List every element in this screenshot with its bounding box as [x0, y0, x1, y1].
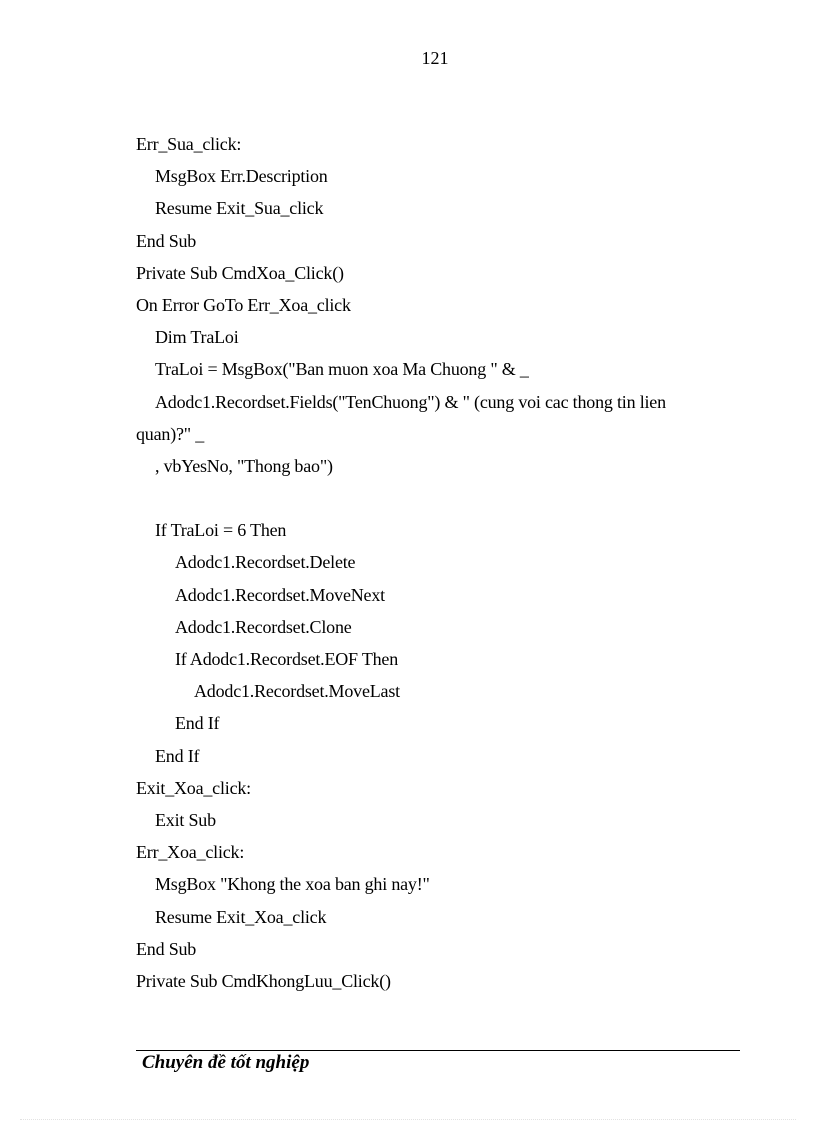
- code-line: [136, 482, 736, 514]
- code-line: Err_Sua_click:: [136, 134, 242, 154]
- code-line: End If: [175, 713, 220, 734]
- code-line: End If: [155, 745, 200, 766]
- code-line: Exit_Xoa_click:: [136, 777, 251, 798]
- code-line: , vbYesNo, "Thong bao"): [155, 455, 333, 476]
- code-line: quan)?" _: [136, 423, 205, 444]
- code-line: Private Sub CmdXoa_Click(): [136, 262, 344, 283]
- code-line: Adodc1.Recordset.Delete: [175, 552, 356, 573]
- code-line: Private Sub CmdKhongLuu_Click(): [136, 970, 391, 991]
- code-line: MsgBox Err.Description: [155, 166, 328, 187]
- code-line: Exit Sub: [155, 809, 216, 830]
- footer-title: Chuyên đề tốt nghiệp: [142, 1052, 310, 1073]
- footer-divider: [136, 1050, 740, 1051]
- code-line: On Error GoTo Err_Xoa_click: [136, 294, 351, 315]
- code-line: Adodc1.Recordset.MoveNext: [175, 584, 385, 605]
- code-line: Resume Exit_Xoa_click: [155, 906, 327, 927]
- code-listing: [136, 128, 736, 997]
- code-line: End Sub: [136, 230, 197, 251]
- code-line: Err_Xoa_click:: [136, 842, 245, 863]
- page-number: 121: [421, 48, 449, 68]
- code-line: If TraLoi = 6 Then: [155, 520, 287, 541]
- code-line: Resume Exit_Sua_click: [155, 198, 324, 219]
- code-line: End Sub: [136, 938, 197, 959]
- code-line: Adodc1.Recordset.MoveLast: [194, 681, 400, 702]
- code-line: Dim TraLoi: [155, 327, 239, 348]
- code-line: MsgBox "Khong the xoa ban ghi nay!": [155, 874, 430, 895]
- code-line: Adodc1.Recordset.Clone: [175, 616, 352, 637]
- code-line: Adodc1.Recordset.Fields("TenChuong") & " (cung voi cac thong tin lien: [155, 391, 666, 412]
- page-bottom-edge: [20, 1119, 796, 1120]
- code-line: If Adodc1.Recordset.EOF Then: [175, 649, 399, 669]
- code-line: TraLoi = MsgBox("Ban muon xoa Ma Chuong " & _: [155, 359, 529, 380]
